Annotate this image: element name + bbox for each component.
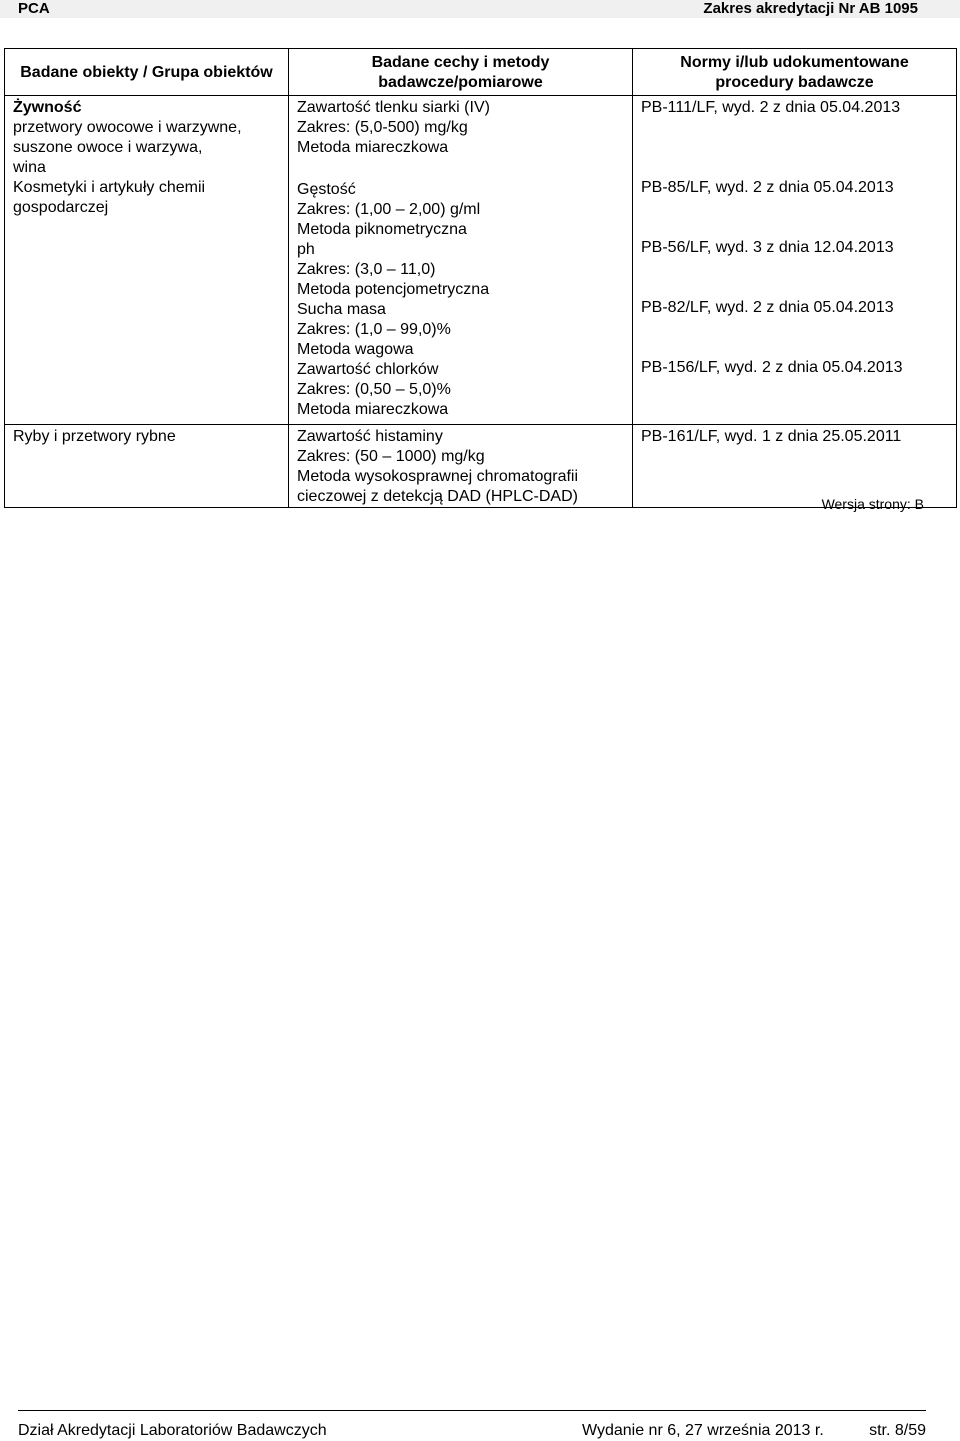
header-norms: Normy i/lub udokumentowane procedury badawcze (633, 49, 957, 96)
table-header-row (5, 49, 957, 96)
page-version: Wersja strony: B (821, 496, 924, 512)
method-block: Zawartość chlorków Zakres: (0,50 – 5,0)% Metoda miareczkowa (297, 361, 451, 418)
norm-item: PB-85/LF, wyd. 2 z dnia 05.04.2013 (641, 179, 894, 196)
norm-item: PB-161/LF, wyd. 1 z dnia 25.05.2011 (641, 428, 902, 445)
header-objects: Badane obiekty / Grupa obiektów (5, 49, 289, 96)
footer-edition: Wydanie nr 6, 27 września 2013 r. (582, 1422, 824, 1439)
methods-cell (289, 96, 633, 425)
header-methods: Badane cechy i metody badawcze/pomiarowe (289, 49, 633, 96)
object-item: wina (13, 159, 46, 176)
object-item: Kosmetyki i artykuły chemii (13, 179, 206, 196)
method-block: Sucha masa Zakres: (1,0 – 99,0)% Metoda wagowa (297, 301, 451, 358)
norm-item: PB-111/LF, wyd. 2 z dnia 05.04.2013 (641, 99, 901, 116)
object-item: gospodarczej (13, 199, 109, 216)
table-row (5, 96, 957, 425)
footer-department: Dział Akredytacji Laboratoriów Badawczych (18, 1422, 327, 1439)
method-block: Gęstość Zakres: (1,00 – 2,00) g/ml Metoda piknometryczna (297, 181, 481, 238)
object-item: Ryby i przetwory rybne (13, 428, 176, 445)
header-title: Zakres akredytacji Nr AB 1095 (703, 0, 918, 17)
accreditation-table (4, 48, 957, 508)
table-row (5, 425, 957, 508)
methods-cell: Zawartość histaminy Zakres: (50 – 1000) mg/kg Metoda wysokosprawnej chromatografii cieczowej z detekcją DAD (HPLC-DAD) (289, 425, 633, 508)
objects-cell (5, 96, 289, 425)
footer-page-number: str. 8/59 (869, 1422, 926, 1439)
norm-item: PB-156/LF, wyd. 2 z dnia 05.04.2013 (641, 359, 903, 376)
norms-cell (633, 96, 957, 425)
page-footer (18, 1410, 926, 1439)
method-block: Zawartość tlenku siarki (IV) Zakres: (5,0-500) mg/kg Metoda miareczkowa (297, 99, 490, 156)
page-header (0, 0, 960, 18)
header-org: PCA (18, 0, 50, 17)
object-group-title: Żywność (13, 99, 82, 116)
norm-item: PB-82/LF, wyd. 2 z dnia 05.04.2013 (641, 299, 894, 316)
objects-cell (5, 425, 289, 508)
object-item: przetwory owocowe i warzywne, (13, 119, 242, 136)
method-block: ph Zakres: (3,0 – 11,0) Metoda potencjometryczna (297, 241, 490, 298)
object-item: suszone owoce i warzywa, (13, 139, 203, 156)
norm-item: PB-56/LF, wyd. 3 z dnia 12.04.2013 (641, 239, 894, 256)
